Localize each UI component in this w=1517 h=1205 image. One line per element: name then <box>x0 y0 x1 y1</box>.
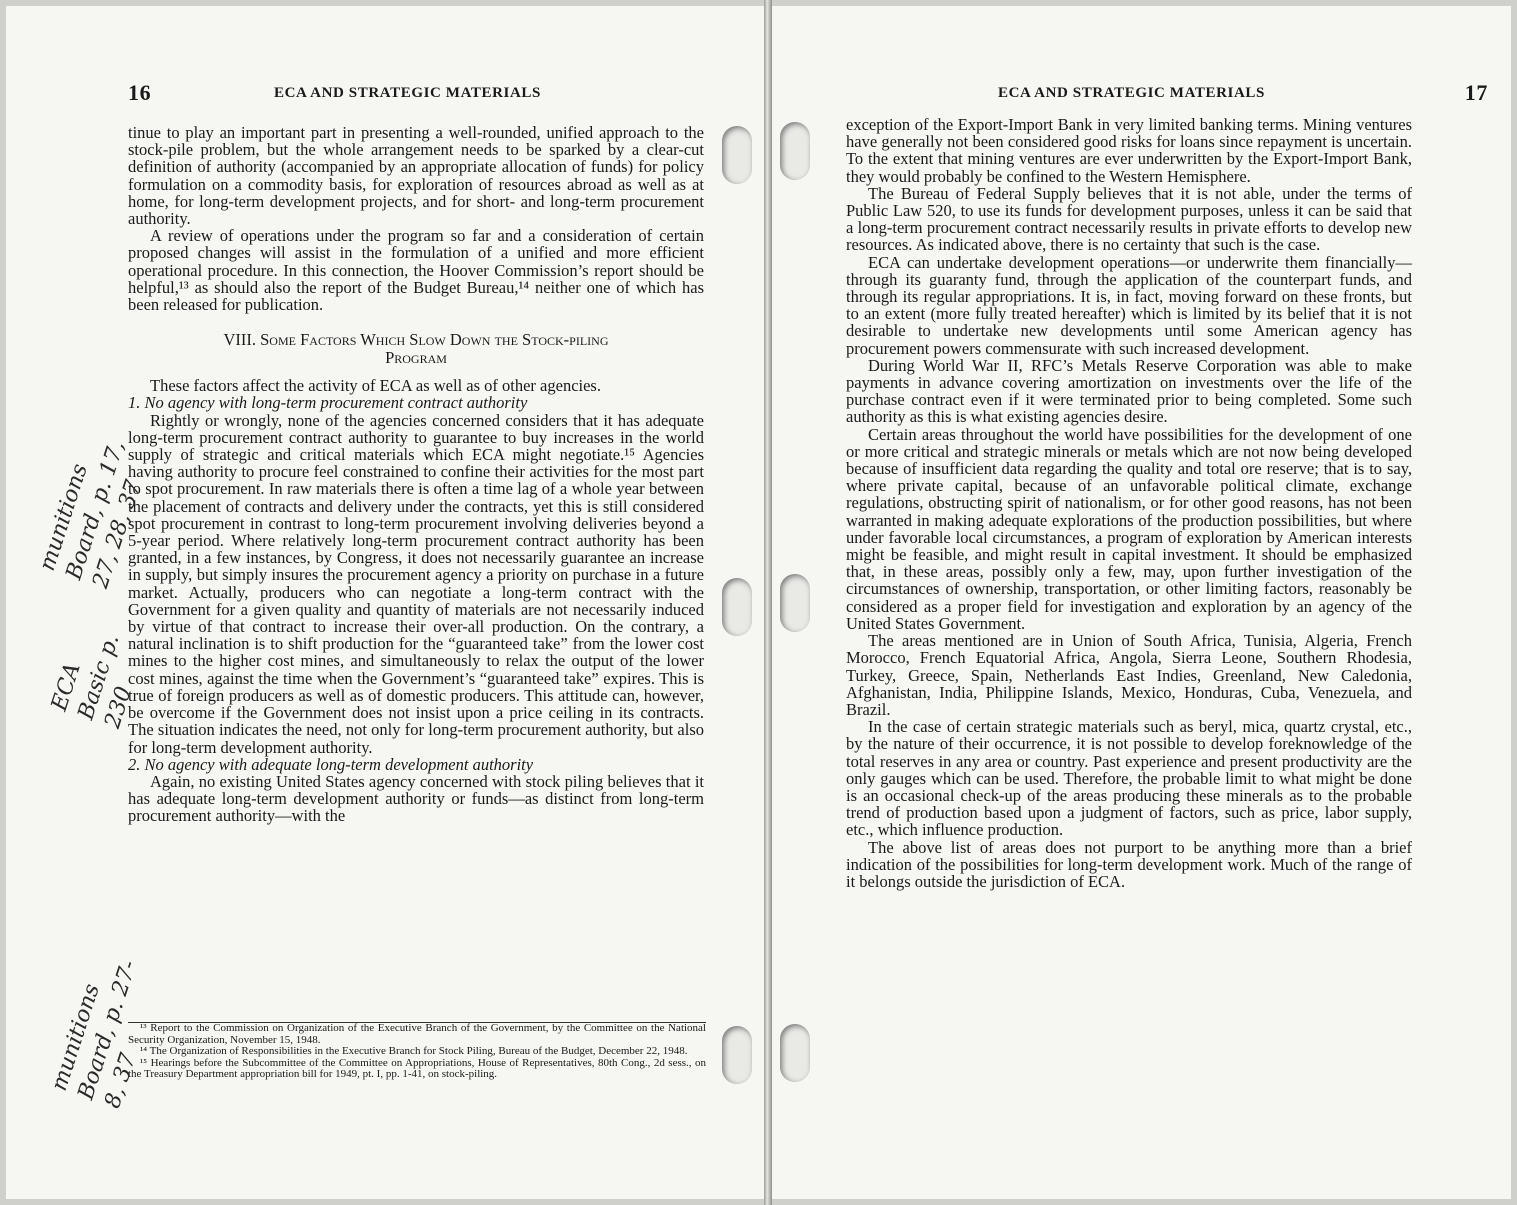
paragraph-review: A review of operations under the program so far and a consideration of certain proposed changes will assist in the formulation of a unified and more efficient operational procedure. In this connection, the Hoover Commission’s report should be helpful,¹³ as should also the report of the Budget Bureau,¹⁴ neither one of which has been released for publication. <box>128 226 704 315</box>
section-heading-line1: VIII. Some Factors Which Slow Down the Stock-piling <box>223 330 609 350</box>
binder-hole <box>780 574 810 632</box>
right-page <box>772 6 1511 1199</box>
binder-hole <box>722 1026 752 1084</box>
subheading-2: 2. No agency with adequate long-term development authority <box>128 754 534 774</box>
handwritten-annotation-eca-basic: ECA Basic p. 230 <box>46 631 137 732</box>
handwritten-annotation-munitions-2: munitions Board, p. 27-8, 37 <box>46 957 143 1112</box>
paragraph-bureau: The Bureau of Federal Supply believes that it is not able, under the terms of Public Law 520, to use its funds for development purposes, unless it can be said that a long-term procurement contract necessarily results in private efforts to develop new resources. As indicated above, there is no certainty that such is the case. <box>846 183 1412 255</box>
paragraph-beryl: In the case of certain strategic materials such as beryl, mica, quartz crystal, etc., by the nature of their occurrence, it is not possible to develop foreknowledge of the total reserves in any area or country. Past experience and present productivity are the only gauges which can be used. Therefore, the probable limit to what might be done is an occasional check-up of the areas producing these minerals as to the probable trend of production based upon a judgment of factors, such as price, labor supply, etc., which influence production. <box>846 717 1412 840</box>
footnote-15: ¹⁵ Hearings before the Subcommittee of the Committee on Appropriations, House of Representatives, 80th Cong., 2d sess., on the Treasury Department appropriation bill for 1949, pt. I, pp. 1-41, on stock-piling. <box>128 1056 706 1081</box>
paragraph-areas: Certain areas throughout the world have possibilities for the development of one or more critical and strategic minerals or metals which are not now being developed because of insufficient data regarding the quality and total ore reserve; that is to say, where private capital, because of an unfavorable political climate, exchange regulations, obstructing spirit of nationalism, or for other good reasons, has not been warranted in making adequate explorations of the production possibilities, but where under favorable local circumstances, a program of exploration by American interests might be feasible, and might result in capital investment. It should be emphasized that, in these areas, possibly only a few, may, upon further investigation of the circumstances of ownership, transportation, or other limiting factors, reasonably be considered as a proper field for investigation and exploration by an agency of the United States Government. <box>846 424 1412 633</box>
paragraph-ww2: During World War II, RFC’s Metals Reserve Corporation was able to make payments in advance covering amortization on investments over the life of the purchase contract even if it were terminated prior to being completed. Some such authority as this is what existing agencies desire. <box>846 355 1412 427</box>
left-running-title: ECA AND STRATEGIC MATERIALS <box>274 85 541 101</box>
left-running-head <box>128 80 708 110</box>
paragraph-eca: ECA can undertake development operations—or underwrite them financially—through its guaranty fund, through the application of the counterpart funds, and through its regular appropriations. It is, in fact, moving forward on these fronts, but to an extent (more fully treated hereafter) which is limited by its belief that it is not desirable to undertake new developments until some American agency has procurement powers commensurate with such increased development. <box>846 252 1412 358</box>
right-running-title: ECA AND STRATEGIC MATERIALS <box>998 85 1265 101</box>
binder-hole <box>722 578 752 636</box>
paragraph-rightly: Rightly or wrongly, none of the agencies concerned considers that it has adequate long-term procurement contract authority to guarantee to buy increases in the world supply of strategic and critical materials which ECA might negotiate.¹⁵ Agencies having authority to procure feel constrained to confine their activities for the most part to spot procurement. In raw materials there is often a time lag of a whole year between the placement of contracts and delivery under the contracts, yet this is still considered spot procurement in contrast to long-term procurement involving deliveries beyond a 5-year period. Where relatively long-term procurement contract authority has been granted, in a few instances, by Congress, it does not necessarily guarantee an increase in supply, but simply insures the procurement agency a priority on purchase in a future market. Actually, producers who can negotiate a long-term contract with the Government for a given quality and quantity of materials are not necessarily induced by virtue of that contract to increase their over-all production. On the contrary, a natural inclination is to shift production for the “guaranteed take” from the lower cost mines to the higher cost mines, and simultaneously to relax the output of the lower cost mines, against the time when the Government’s “guaranteed take” expires. This is true of foreign producers as well as of domestic producers. This attitude can, however, be overcome if the Government does not insist upon a price ceiling in its contracts. The situation indicates the need, not only for long-term procurement authority, but also for long-term development authority. <box>128 410 704 757</box>
section-heading-line2: Program <box>385 348 447 368</box>
binder-hole <box>780 122 810 180</box>
left-footnotes <box>128 1022 706 1081</box>
binder-hole <box>780 1024 810 1082</box>
footnote-13: ¹³ Report to the Commission on Organization of the Executive Branch of the Government, by the Committee on the National Security Organization, November 15, 1948. <box>128 1022 706 1046</box>
section-heading-viii <box>128 331 704 367</box>
left-page-number: 16 <box>128 80 152 105</box>
left-page <box>6 6 764 1199</box>
right-page-number: 17 <box>1464 80 1488 105</box>
right-body-text <box>846 116 1412 890</box>
paragraph-above: The above list of areas does not purport to be anything more than a brief indication of the possibilities for long-term development work. Much of the range of it belongs outside the jurisdiction of ECA. <box>846 837 1412 891</box>
footnote-14: ¹⁴ The Organization of Responsibilities in the Executive Branch for Stock Piling, Bureau of the Budget, December 22, 1948. <box>140 1045 688 1058</box>
left-body-text <box>128 124 704 825</box>
paragraph-list: The areas mentioned are in Union of South Africa, Tunisia, Algeria, French Morocco, French Equatorial Africa, Angola, Sierra Leone, Southern Rhodesia, Turkey, Greece, Spain, Netherlands East Indies, Greenland, New Caledonia, Afghanistan, India, Philippine Islands, Mexico, Honduras, Cuba, Venezuela, and Brazil. <box>846 631 1412 719</box>
paragraph-continuation: tinue to play an important part in presenting a well-rounded, unified approach to the stock-pile problem, but the whole arrangement needs to be sparked by a clear-cut definition of authority (accompanied by an appropriate allocation of funds) for policy formulation on a commodity basis, for exploration of resources abroad as well as at home, for long-term development projects, and for short- and long-term procurement authority. <box>128 123 704 229</box>
paragraph-factors: These factors affect the activity of ECA as well as of other agencies. <box>150 376 601 396</box>
paragraph-exception: exception of the Export-Import Bank in very limited banking terms. Mining ventures have generally not been considered good risks for loans since repayment is uncertain. To the extent that mining ventures are ever underwritten by the Export-Import Bank, they would probably be confined to the Western Hemisphere. <box>846 115 1412 186</box>
handwritten-annotation-munitions-1: munitions Board, p. 17, 27, 28, 37 <box>34 437 147 592</box>
right-running-head <box>848 80 1488 110</box>
book-gutter <box>764 0 772 1205</box>
paragraph-again: Again, no existing United States agency concerned with stock piling believes that it has adequate long-term development authority or funds—as distinct from long-term procurement authority—with the <box>128 771 704 826</box>
binder-hole <box>722 126 752 184</box>
subheading-1: 1. No agency with long-term procurement contract authority <box>128 393 528 413</box>
